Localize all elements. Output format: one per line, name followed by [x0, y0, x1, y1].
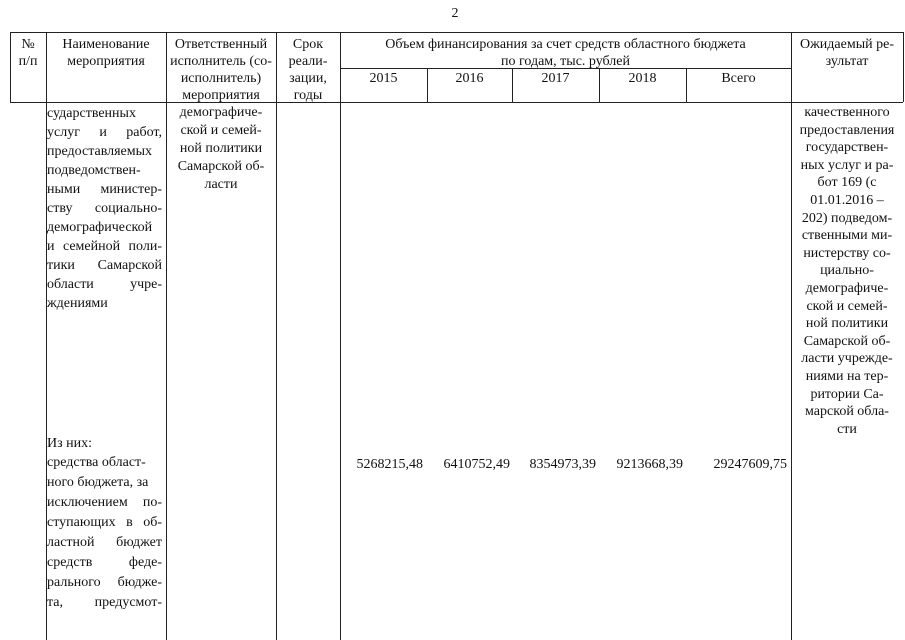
header-year-2016: 2016	[455, 71, 484, 86]
col-border	[340, 32, 341, 640]
header-year-2015: 2015	[369, 71, 398, 86]
row2-label: Из них:	[47, 436, 93, 451]
header-bottom-border	[10, 102, 903, 103]
page-number: 2	[451, 6, 459, 21]
header-responsible: Ответственный исполнитель (со- исполнитель) мероприятия	[170, 37, 272, 103]
header-term: Срок реали- зации, годы	[288, 37, 328, 103]
header-name: Наименование мероприятия	[62, 37, 150, 69]
value-total: 29247609,75	[713, 457, 787, 472]
row1-name: сударственных услуг и работ, предоставляемых подведомствен- ными министер- ству социально- демографической и семейной поли- тики Самарской области учре- ждениями	[47, 106, 162, 311]
header-total: Всего	[721, 71, 756, 86]
header-financing: Объем финансирования за счет средств областного бюджета по годам, тыс. рублей	[385, 37, 746, 69]
row1-result: качественного предоставления государствен- ных услуг и ра- бот 169 (с 01.01.2016 – 202) подведом- ственными ми- нистерству со- циально- демографиче- ской и семей- ной политики Самарской об- ласти учрежде- ниями на тер- ритории Са- марской обла- сти	[799, 105, 895, 437]
row2-name: средства област- ного бюджета, за исключением по- ступающих в об- ластной бюджет средств феде- рального бюдже- та, предусмот-	[47, 455, 162, 610]
value-2015: 5268215,48	[356, 457, 423, 472]
header-year-2018: 2018	[628, 71, 657, 86]
col-border	[276, 32, 277, 640]
value-2017: 8354973,39	[529, 457, 596, 472]
table-top-border	[10, 32, 903, 33]
header-result: Ожидаемый ре- зультат	[800, 37, 894, 69]
row1-responsible: демографиче- ской и семей- ной политики Самарской об- ласти	[177, 105, 265, 192]
value-2016: 6410752,49	[443, 457, 510, 472]
header-year-2017: 2017	[541, 71, 570, 86]
header-number: № п/п	[18, 37, 38, 69]
col-border	[903, 32, 904, 102]
value-2018: 9213668,39	[616, 457, 683, 472]
